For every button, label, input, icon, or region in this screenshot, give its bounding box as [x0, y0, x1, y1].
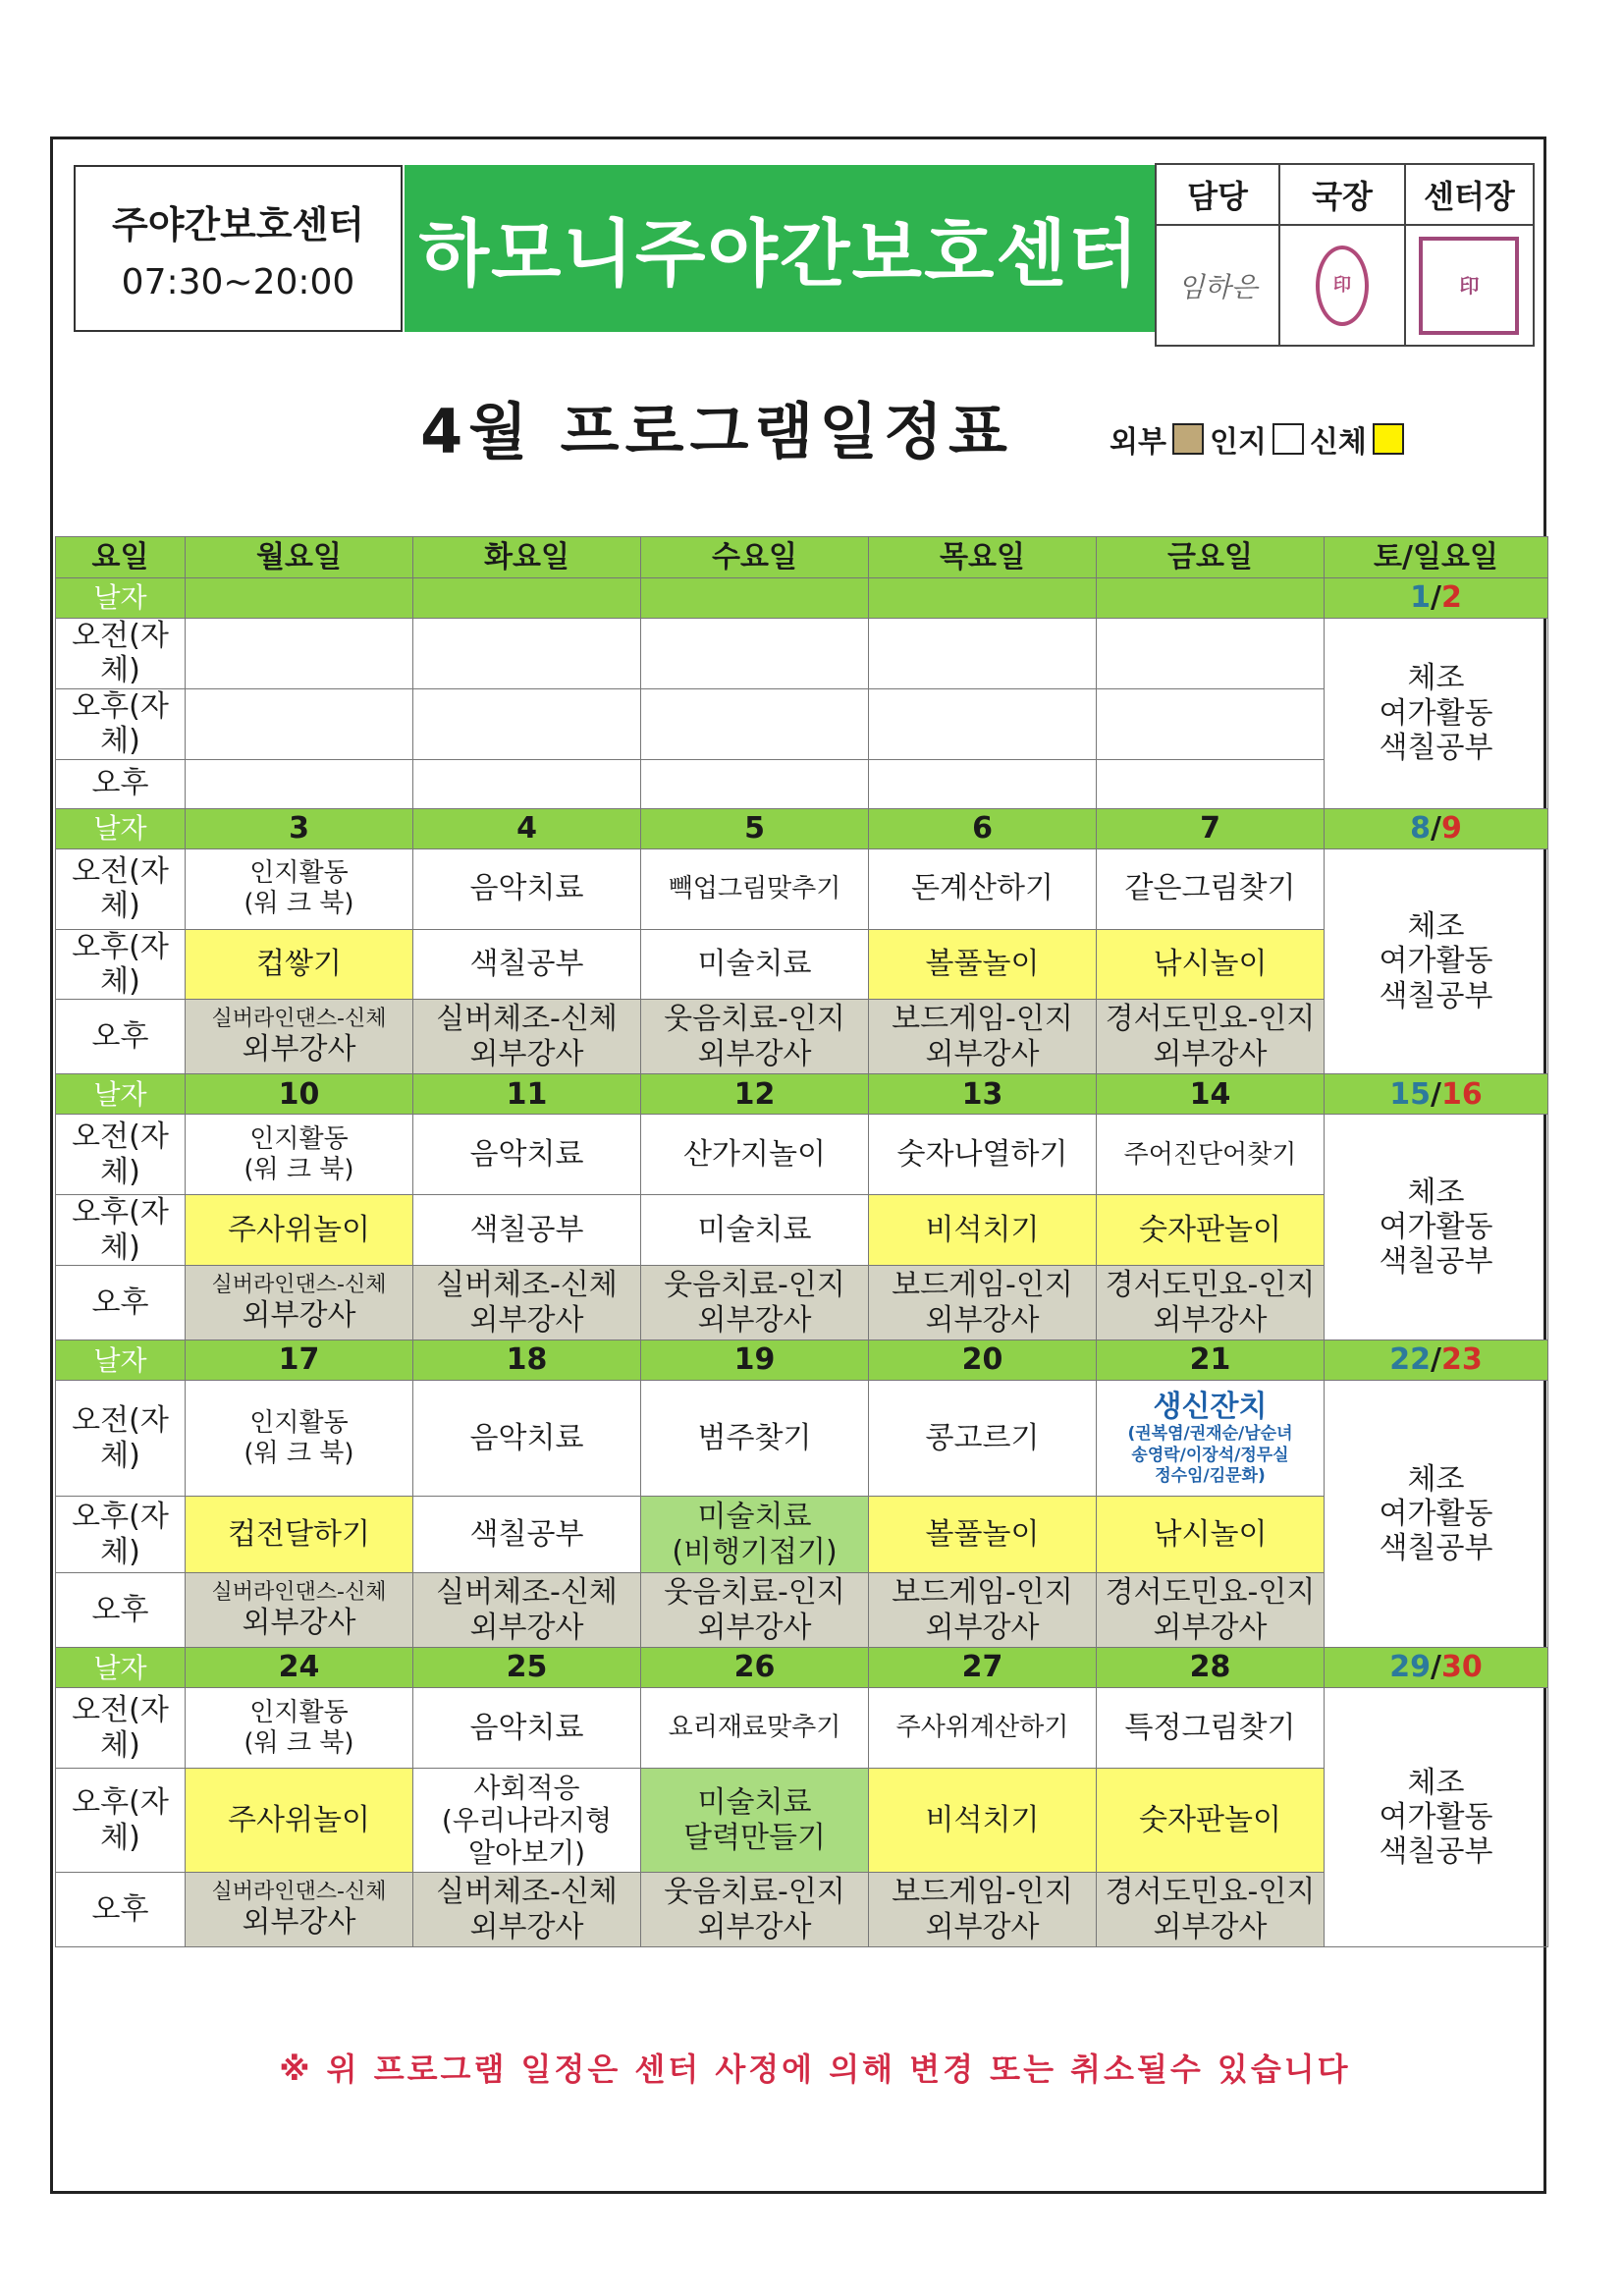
- pm-self-activity: 비석치기: [869, 1769, 1097, 1873]
- pm-external-activity: [869, 1873, 1097, 1947]
- weekend-date-cell: [1325, 578, 1548, 619]
- pm-self-activity: [413, 688, 641, 759]
- date-row-label: 날자: [56, 1074, 186, 1115]
- pm-external-activity: [1097, 759, 1325, 808]
- pm-self-activity: 낚시놀이: [1097, 1497, 1325, 1573]
- external-instructor: 외부강사: [925, 1610, 1040, 1645]
- external-program: 실버라인댄스-신체: [211, 1007, 387, 1032]
- am-row-label: 오전(자체): [56, 848, 186, 929]
- pm-self-row-label: 오후(자체): [56, 1497, 186, 1573]
- am-activity: 음악치료: [413, 1115, 641, 1195]
- weekend-activity: 여가활동: [1379, 944, 1493, 979]
- date-row-label: 날자: [56, 808, 186, 848]
- am-activity: 주사위계산하기: [869, 1688, 1097, 1769]
- pm-external-activity: [413, 1873, 641, 1947]
- external-program: 웃음치료-인지: [664, 1575, 845, 1611]
- saturday-date: 1: [1410, 580, 1432, 616]
- am-row: [56, 619, 1548, 689]
- approval-header-manager: 담당: [1156, 164, 1279, 225]
- external-program: 보드게임-인지: [892, 1002, 1073, 1037]
- am-row-label: 오전(자체): [56, 1688, 186, 1769]
- external-program: 보드게임-인지: [892, 1575, 1073, 1611]
- external-instructor: 외부강사: [925, 1302, 1040, 1338]
- pm-self-activity: 주사위놀이: [186, 1769, 413, 1873]
- date-cell: [413, 578, 641, 619]
- date-cell: 25: [413, 1648, 641, 1688]
- am-activity: 콩고르기: [869, 1381, 1097, 1497]
- operating-hours: 07:30~20:00: [121, 262, 355, 302]
- am-activity: [641, 619, 869, 689]
- weekend-activity: 여가활동: [1379, 1799, 1493, 1834]
- day-header: 목요일: [869, 537, 1097, 578]
- external-instructor: 외부강사: [242, 1605, 356, 1640]
- date-cell: 21: [1097, 1340, 1325, 1381]
- external-program: 실버체조-신체: [436, 1575, 618, 1611]
- pm-external-activity: [413, 1573, 641, 1648]
- col-header-label: 요일: [56, 537, 186, 578]
- am-activity: 인지활동 (워 크 북): [186, 1381, 413, 1497]
- legend-label-physical: 신체: [1309, 425, 1367, 460]
- weekend-activities: [1325, 1381, 1548, 1648]
- date-separator: /: [1431, 810, 1441, 846]
- signature-head: [1405, 225, 1534, 346]
- day-header-row: [56, 537, 1548, 578]
- date-cell: 28: [1097, 1648, 1325, 1688]
- pm-external-activity: [186, 1000, 413, 1074]
- am-row: [56, 848, 1548, 929]
- external-instructor: 외부강사: [1153, 1302, 1268, 1338]
- center-name-banner: 하모니주야간보호센터: [405, 165, 1155, 332]
- pm-self-activity: [641, 688, 869, 759]
- sunday-date: 23: [1440, 1342, 1483, 1378]
- pm-self-activity: 숫자판놀이: [1097, 1769, 1325, 1873]
- pm-self-activity: 컵전달하기: [186, 1497, 413, 1573]
- date-cell: 7: [1097, 808, 1325, 848]
- external-program: 경서도민요-인지: [1105, 1875, 1316, 1910]
- page-title: 4월 프로그램일정표: [420, 396, 1013, 467]
- date-cell: 13: [869, 1074, 1097, 1115]
- date-row: [56, 1340, 1548, 1381]
- legend: [1110, 414, 1410, 464]
- pm-row-label: 오후: [56, 1873, 186, 1947]
- date-cell: 5: [641, 808, 869, 848]
- date-cell: 18: [413, 1340, 641, 1381]
- weekend-activities: [1325, 1115, 1548, 1340]
- pm-self-activity: [1097, 688, 1325, 759]
- date-row-label: 날자: [56, 1648, 186, 1688]
- legend-label-cognitive: 인지: [1209, 425, 1267, 460]
- weekend-activity: 체조: [1407, 661, 1465, 696]
- pm-self-activity: 볼풀놀이: [869, 1497, 1097, 1573]
- pm-self-row-label: 오후(자체): [56, 1769, 186, 1873]
- birthday-party-cell: [1097, 1381, 1325, 1497]
- date-cell: 10: [186, 1074, 413, 1115]
- legend-swatch-external: [1172, 423, 1204, 455]
- external-instructor: 외부강사: [697, 1302, 812, 1338]
- pm-self-activity: 색칠공부: [413, 1195, 641, 1266]
- am-activity: 주어진단어찾기: [1097, 1115, 1325, 1195]
- pm-self-activity: 미술치료 달력만들기: [641, 1769, 869, 1873]
- handwritten-signature: 임하은: [1177, 270, 1258, 303]
- external-instructor: 외부강사: [469, 1610, 584, 1645]
- external-instructor: 외부강사: [1153, 1909, 1268, 1944]
- weekend-activity: 여가활동: [1379, 695, 1493, 731]
- pm-external-activity: [641, 1000, 869, 1074]
- birthday-party-title: 생신잔치: [1153, 1390, 1268, 1425]
- external-program: 웃음치료-인지: [664, 1002, 845, 1037]
- approval-header-head: 센터장: [1405, 164, 1534, 225]
- pm-external-activity: [1097, 1266, 1325, 1340]
- approval-header-director: 국장: [1279, 164, 1405, 225]
- date-cell: [1097, 578, 1325, 619]
- date-cell: [641, 578, 869, 619]
- am-activity: 인지활동 (워 크 북): [186, 848, 413, 929]
- pm-self-row-label: 오후(자체): [56, 1195, 186, 1266]
- pm-external-activity: [413, 759, 641, 808]
- pm-self-activity: 미술치료 (비행기접기): [641, 1497, 869, 1573]
- am-activity: [869, 619, 1097, 689]
- pm-self-activity: 주사위놀이: [186, 1195, 413, 1266]
- pm-self-activity: [186, 688, 413, 759]
- external-program: 실버라인댄스-신체: [211, 1879, 387, 1904]
- pm-self-activity: 낚시놀이: [1097, 929, 1325, 1000]
- legend-swatch-cognitive: [1272, 423, 1304, 455]
- am-activity: 숫자나열하기: [869, 1115, 1097, 1195]
- weekend-date-cell: [1325, 1340, 1548, 1381]
- saturday-date: 29: [1389, 1650, 1432, 1685]
- date-cell: 12: [641, 1074, 869, 1115]
- pm-external-activity: [869, 1000, 1097, 1074]
- am-activity: 음악치료: [413, 1381, 641, 1497]
- external-program: 보드게임-인지: [892, 1875, 1073, 1910]
- pm-external-activity: [186, 1266, 413, 1340]
- weekend-date-cell: [1325, 1074, 1548, 1115]
- date-cell: 27: [869, 1648, 1097, 1688]
- weekend-activity: 여가활동: [1379, 1496, 1493, 1531]
- external-program: 실버라인댄스-신체: [211, 1579, 387, 1605]
- weekend-activity: 체조: [1407, 1175, 1465, 1210]
- pm-external-activity: [186, 1573, 413, 1648]
- sunday-date: 9: [1440, 810, 1462, 846]
- saturday-date: 8: [1410, 810, 1432, 846]
- weekend-activity: 체조: [1407, 1765, 1465, 1800]
- am-row-label: 오전(자체): [56, 619, 186, 689]
- weekend-activity: 색칠공부: [1379, 1834, 1493, 1870]
- am-row-label: 오전(자체): [56, 1115, 186, 1195]
- legend-label-external: 외부: [1110, 425, 1166, 460]
- date-cell: 14: [1097, 1074, 1325, 1115]
- date-cell: 6: [869, 808, 1097, 848]
- pm-external-activity: [413, 1266, 641, 1340]
- am-activity: 산가지놀이: [641, 1115, 869, 1195]
- pm-external-activity: [413, 1000, 641, 1074]
- external-program: 실버체조-신체: [436, 1875, 618, 1910]
- weekend-date-cell: [1325, 808, 1548, 848]
- weekend-activity: 체조: [1407, 1461, 1465, 1497]
- date-row-label: 날자: [56, 578, 186, 619]
- external-instructor: 외부강사: [697, 1909, 812, 1944]
- external-instructor: 외부강사: [469, 1302, 584, 1338]
- day-header: 토/일요일: [1325, 537, 1548, 578]
- day-header: 화요일: [413, 537, 641, 578]
- weekend-activity: 색칠공부: [1379, 978, 1493, 1013]
- am-activity: 음악치료: [413, 848, 641, 929]
- external-program: 실버라인댄스-신체: [211, 1272, 387, 1297]
- weekend-activity: 색칠공부: [1379, 1531, 1493, 1566]
- date-separator: /: [1431, 580, 1441, 616]
- pm-external-activity: [641, 1573, 869, 1648]
- external-instructor: 외부강사: [1153, 1036, 1268, 1071]
- am-activity: 빽업그림맞추기: [641, 848, 869, 929]
- am-row-label: 오전(자체): [56, 1381, 186, 1497]
- pm-external-activity: [1097, 1573, 1325, 1648]
- am-activity: 음악치료: [413, 1688, 641, 1769]
- am-activity: 돈계산하기: [869, 848, 1097, 929]
- pm-self-activity: 볼풀놀이: [869, 929, 1097, 1000]
- birthday-party-names: (권복염/권재순/남순녀 송영락/이장석/정무실 정수임/김문화): [1127, 1424, 1293, 1486]
- pm-row-label: 오후: [56, 1573, 186, 1648]
- pm-self-row-label: 오후(자체): [56, 929, 186, 1000]
- signature-director: [1279, 225, 1405, 346]
- pm-external-activity: [186, 1873, 413, 1947]
- pm-self-activity: 색칠공부: [413, 929, 641, 1000]
- weekend-activity: 색칠공부: [1379, 1244, 1493, 1280]
- external-instructor: 외부강사: [469, 1909, 584, 1944]
- day-header: 수요일: [641, 537, 869, 578]
- external-instructor: 외부강사: [469, 1036, 584, 1071]
- schedule-table: [55, 536, 1548, 1947]
- date-cell: [186, 578, 413, 619]
- date-cell: 19: [641, 1340, 869, 1381]
- day-header: 금요일: [1097, 537, 1325, 578]
- sunday-date: 2: [1440, 580, 1462, 616]
- weekend-activities: [1325, 619, 1548, 809]
- pm-external-activity: [641, 1873, 869, 1947]
- date-cell: 26: [641, 1648, 869, 1688]
- pm-external-activity: [641, 1266, 869, 1340]
- am-activity: 요리재료맞추기: [641, 1688, 869, 1769]
- pm-self-activity: 사회적응 (우리나라지형 알아보기): [413, 1769, 641, 1873]
- external-instructor: 외부강사: [697, 1610, 812, 1645]
- pm-external-activity: [869, 1266, 1097, 1340]
- date-row: [56, 1074, 1548, 1115]
- date-separator: /: [1431, 1076, 1441, 1112]
- am-activity: 범주찾기: [641, 1381, 869, 1497]
- sunday-date: 30: [1440, 1650, 1483, 1685]
- external-program: 실버체조-신체: [436, 1002, 618, 1037]
- date-separator: /: [1431, 1342, 1441, 1378]
- saturday-date: 22: [1389, 1342, 1432, 1378]
- sunday-date: 16: [1440, 1076, 1483, 1112]
- external-program: 경서도민요-인지: [1105, 1575, 1316, 1611]
- weekend-activity: 여가활동: [1379, 1210, 1493, 1245]
- pm-self-activity: 비석치기: [869, 1195, 1097, 1266]
- signature-manager: [1156, 225, 1279, 346]
- external-instructor: 외부강사: [242, 1904, 356, 1940]
- external-instructor: 외부강사: [925, 1909, 1040, 1944]
- am-activity: [413, 619, 641, 689]
- pm-external-activity: [1097, 1000, 1325, 1074]
- pm-external-activity: [869, 759, 1097, 808]
- date-cell: [869, 578, 1097, 619]
- am-activity: [1097, 619, 1325, 689]
- external-instructor: 외부강사: [697, 1036, 812, 1071]
- pm-self-activity: 미술치료: [641, 1195, 869, 1266]
- am-activity: 같은그림찾기: [1097, 848, 1325, 929]
- am-row: [56, 1381, 1548, 1497]
- pm-self-activity: [869, 688, 1097, 759]
- pm-self-activity: 색칠공부: [413, 1497, 641, 1573]
- external-program: 보드게임-인지: [892, 1268, 1073, 1303]
- pm-external-activity: [1097, 1873, 1325, 1947]
- date-cell: 11: [413, 1074, 641, 1115]
- external-program: 경서도민요-인지: [1105, 1268, 1316, 1303]
- external-program: 웃음치료-인지: [664, 1268, 845, 1303]
- weekend-date-cell: [1325, 1648, 1548, 1688]
- date-cell: 17: [186, 1340, 413, 1381]
- pm-external-activity: [869, 1573, 1097, 1648]
- date-row: [56, 1648, 1548, 1688]
- pm-external-activity: [186, 759, 413, 808]
- pm-self-activity: 미술치료: [641, 929, 869, 1000]
- am-row: [56, 1115, 1548, 1195]
- pm-row-label: 오후: [56, 1266, 186, 1340]
- notice-text: ※ 위 프로그램 일정은 센터 사정에 의해 변경 또는 취소될수 있습니다: [279, 2050, 1351, 2088]
- date-separator: /: [1431, 1650, 1441, 1685]
- external-program: 웃음치료-인지: [664, 1875, 845, 1910]
- weekend-activity: 색칠공부: [1379, 730, 1493, 765]
- saturday-date: 15: [1389, 1076, 1432, 1112]
- date-row-label: 날자: [56, 1340, 186, 1381]
- pm-self-activity: 숫자판놀이: [1097, 1195, 1325, 1266]
- date-cell: 3: [186, 808, 413, 848]
- date-row: [56, 578, 1548, 619]
- pm-row-label: 오후: [56, 1000, 186, 1074]
- pm-row-label: 오후: [56, 759, 186, 808]
- external-instructor: 외부강사: [925, 1036, 1040, 1071]
- external-instructor: 외부강사: [242, 1297, 356, 1333]
- am-row: [56, 1688, 1548, 1769]
- external-instructor: 외부강사: [242, 1032, 356, 1067]
- pm-self-row-label: 오후(자체): [56, 688, 186, 759]
- am-activity: 인지활동 (워 크 북): [186, 1688, 413, 1769]
- date-cell: 24: [186, 1648, 413, 1688]
- weekend-activity: 체조: [1407, 908, 1465, 944]
- center-info-box: [74, 165, 403, 332]
- approval-table: [1155, 163, 1535, 347]
- weekend-activities: [1325, 1688, 1548, 1947]
- weekend-activities: [1325, 848, 1548, 1074]
- pm-self-activity: 컵쌓기: [186, 929, 413, 1000]
- external-program: 실버체조-신체: [436, 1268, 618, 1303]
- am-activity: [186, 619, 413, 689]
- date-cell: 4: [413, 808, 641, 848]
- legend-swatch-physical: [1373, 423, 1404, 455]
- external-program: 경서도민요-인지: [1105, 1002, 1316, 1037]
- day-header: 월요일: [186, 537, 413, 578]
- am-activity: 특정그림찾기: [1097, 1688, 1325, 1769]
- square-seal-stamp: 印: [1419, 237, 1519, 335]
- date-cell: 20: [869, 1340, 1097, 1381]
- center-type: 주야간보호센터: [112, 203, 364, 246]
- oval-seal-stamp: 印: [1316, 246, 1369, 326]
- date-row: [56, 808, 1548, 848]
- am-activity: 인지활동 (워 크 북): [186, 1115, 413, 1195]
- pm-external-activity: [641, 759, 869, 808]
- external-instructor: 외부강사: [1153, 1610, 1268, 1645]
